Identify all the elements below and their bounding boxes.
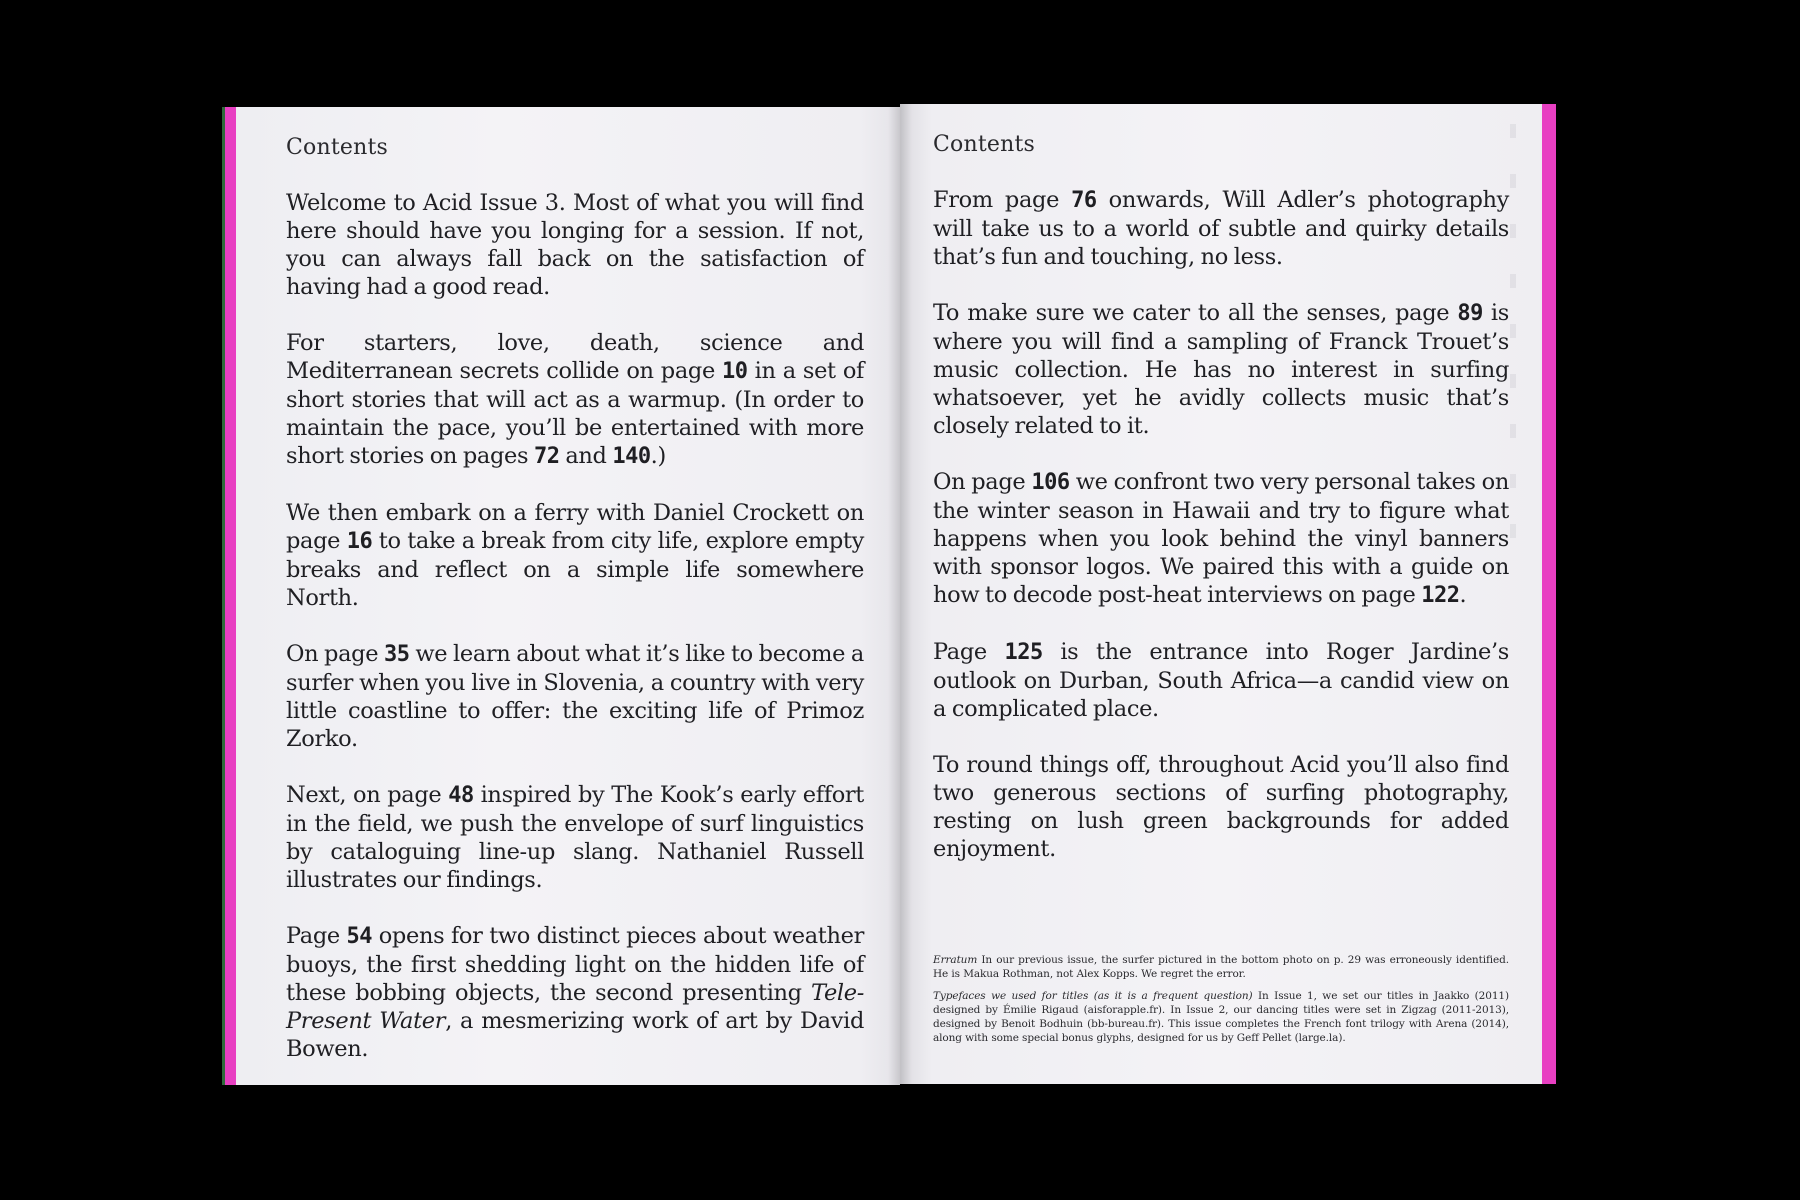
paragraph-text: we confront two very personal takes on the winter season in Hawaii and try to figure what happens when you look behind the vinyl banners with sponsor logos. We paired this with a guide on how to decode post-heat interviews on page bbox=[933, 469, 1509, 608]
contents-paragraph bbox=[286, 640, 864, 753]
paragraph-text: and bbox=[559, 443, 613, 469]
paragraph-text: We then embark on a ferry with Daniel Crockett on page bbox=[286, 500, 864, 554]
footnote-text: In Issue 1, we set our titles in Jaakko (2011) designed by Émilie Rigaud (aisforapple.fr). In Issue 2, our dancing titles were set in Zigzag (2011-2013), designed by Benoit Bodhuin (bb-bureau.fr). This issue completes the French font trilogy with Arena (2014), along with some special bonus glyphs, designed for us by Geff Pellet (large.la). bbox=[933, 990, 1509, 1044]
contents-paragraph bbox=[286, 329, 864, 471]
contents-paragraph bbox=[286, 922, 864, 1063]
paragraph-text: Next, on page bbox=[286, 782, 449, 808]
page-heading: Contents bbox=[286, 135, 389, 160]
page-number-ref: 72 bbox=[534, 444, 560, 469]
spine-gutter bbox=[888, 104, 912, 1085]
paragraph-text: onwards, Will Adler’s photography will take us to a world of subtle and quirky details that’s fun and touching, no less. bbox=[933, 187, 1510, 270]
page-number-ref: 125 bbox=[1004, 640, 1043, 665]
paragraph-text: inspired by The Kook’s early effort in the field, we push the envelope of surf linguistics by cataloguing line-up slang. Nathaniel Russell illustrates our findings. bbox=[286, 782, 864, 893]
left-page bbox=[224, 107, 900, 1085]
contents-paragraph bbox=[933, 186, 1509, 271]
contents-paragraph bbox=[933, 638, 1509, 723]
contents-paragraph bbox=[933, 299, 1509, 440]
paragraph-text: Page bbox=[286, 923, 347, 949]
paragraph-text: . bbox=[1459, 582, 1467, 608]
page-number-ref: 122 bbox=[1421, 583, 1460, 608]
paragraph-text: From page bbox=[933, 187, 1072, 213]
paragraph-text: in a set of short stories that will act as a warmup. (In order to maintain the pace, you’ll be entertained with more short stories on pages bbox=[286, 358, 864, 469]
contents-paragraph bbox=[933, 751, 1509, 863]
contents-paragraph bbox=[286, 499, 864, 612]
footnotes bbox=[933, 953, 1509, 1053]
page-heading: Contents bbox=[933, 132, 1036, 157]
paragraph-text: is where you will find a sampling of Franck Trouet’s music collection. He has no interest in surfing whatsoever, yet he avidly collects music that’s closely related to it. bbox=[933, 300, 1509, 439]
footnote bbox=[933, 989, 1509, 1045]
paragraph-text: , a mesmerizing work of art by David Bowen. bbox=[286, 1008, 865, 1062]
contents-paragraph bbox=[933, 468, 1509, 610]
paragraph-text: we learn about what it’s like to become a surfer when you live in Slovenia, a country with very little coastline to offer: the exciting life of Primoz Zorko. bbox=[286, 641, 864, 752]
footnote-label: Typefaces we used for titles (as it is a frequent question) bbox=[933, 990, 1253, 1002]
paragraph-text: On page bbox=[933, 469, 1032, 495]
page-number-ref: 16 bbox=[346, 529, 373, 554]
contents-paragraph bbox=[286, 189, 864, 301]
right-page bbox=[900, 104, 1556, 1084]
page-number-ref: 35 bbox=[384, 642, 410, 667]
page-number-ref: 76 bbox=[1071, 188, 1097, 213]
contents-text bbox=[933, 186, 1509, 891]
page-number-ref: 140 bbox=[612, 444, 651, 469]
contents-text bbox=[286, 189, 864, 1091]
page-number-ref: 89 bbox=[1457, 301, 1483, 326]
page-number-ref: 54 bbox=[346, 924, 373, 949]
paragraph-text: For starters, love, death, science and Mediterranean secrets collide on page bbox=[286, 330, 864, 384]
paragraph-text: to take a break from city life, explore empty breaks and reflect on a simple life somewhere North. bbox=[286, 528, 864, 611]
paragraph-text: Page bbox=[933, 639, 1005, 665]
paragraph-text: Welcome to Acid Issue 3. Most of what you will find here should have you longing for a session. If not, you can always fall back on the satisfaction of having had a good read. bbox=[286, 190, 864, 300]
footnote-label: Erratum bbox=[933, 954, 978, 966]
paragraph-text: To round things off, throughout Acid you’ll also find two generous sections of surfing photography, resting on lush green backgrounds for added enjoyment. bbox=[933, 752, 1509, 862]
paragraph-text: .) bbox=[650, 443, 666, 469]
paragraph-text: On page bbox=[286, 641, 385, 667]
paragraph-text: is the entrance into Roger Jardine’s outlook on Durban, South Africa—a candid view on a complicated place. bbox=[933, 639, 1509, 722]
artwork-title: Tele-Present Water bbox=[286, 980, 864, 1034]
paragraph-text: opens for two distinct pieces about weather buoys, the first shedding light on the hidden life of these bobbing objects, the second presenting bbox=[286, 923, 864, 1006]
footnote bbox=[933, 953, 1509, 981]
paragraph-text: To make sure we cater to all the senses, page bbox=[933, 300, 1458, 326]
page-number-ref: 106 bbox=[1031, 470, 1070, 495]
page-number-ref: 10 bbox=[722, 359, 748, 384]
page-number-ref: 48 bbox=[448, 783, 474, 808]
footnote-text: In our previous issue, the surfer pictured in the bottom photo on p. 29 was erroneously identified. He is Makua Rothman, not Alex Kopps. We regret the error. bbox=[933, 954, 1509, 980]
contents-paragraph bbox=[286, 781, 864, 894]
